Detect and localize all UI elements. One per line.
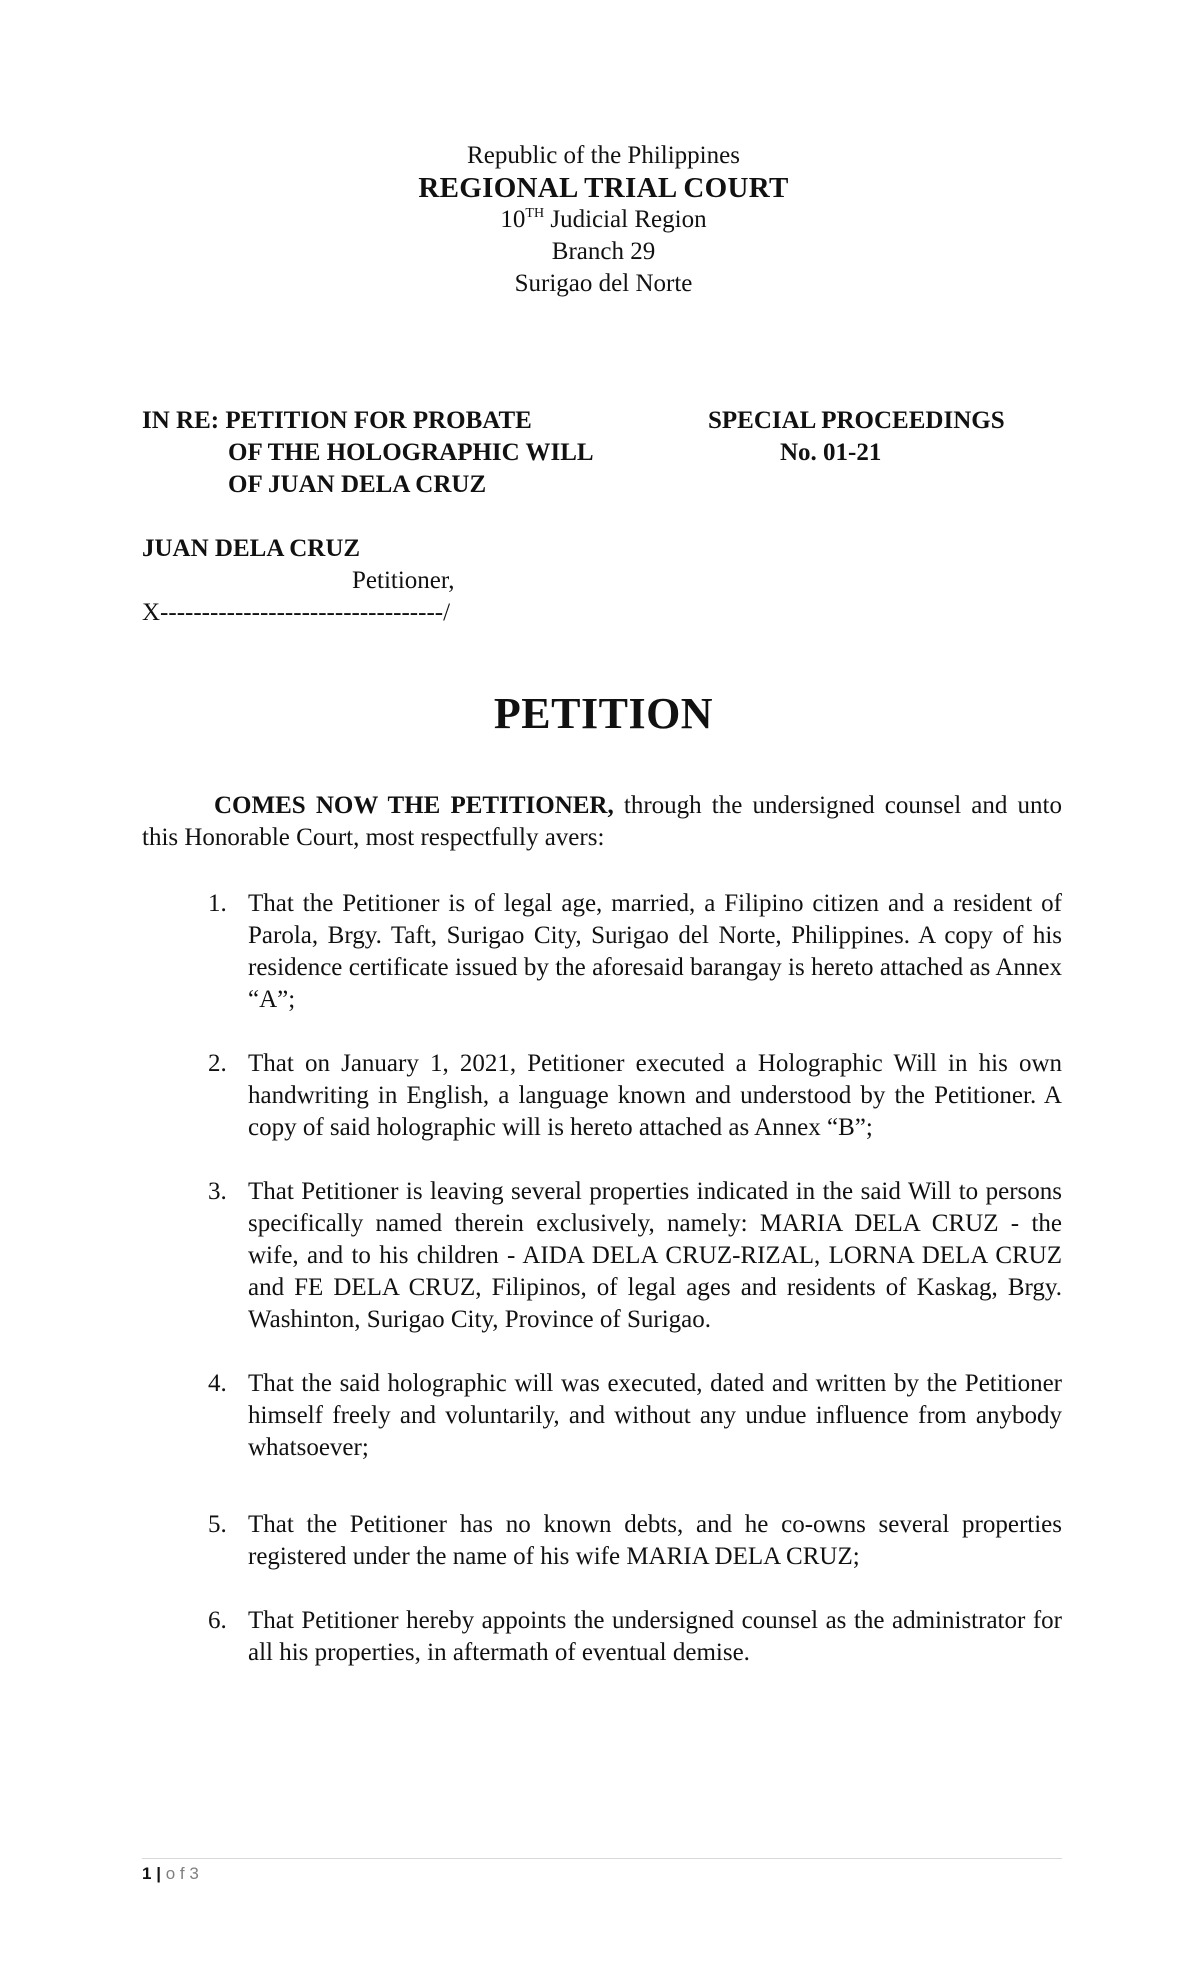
list-item bbox=[142, 1368, 1062, 1464]
republic-line: Republic of the Philippines bbox=[467, 142, 740, 169]
item-text: That Petitioner is leaving several properties indicated in the said Will to persons specifically named therein exclusively, namely: MARIA DELA CRUZ - the wife, and to his children - AIDA DELA CRUZ-RIZAL, LORNA DELA CRUZ and FE DELA CRUZ, Filipinos, of legal ages and residents of Kaskag, Brgy. Washinton, Surigao City, Province of Surigao. bbox=[248, 1178, 1062, 1333]
caption-line-2: OF THE HOLOGRAPHIC WILL bbox=[228, 439, 594, 466]
branch-line: Branch 29 bbox=[551, 238, 656, 265]
caption-line-3: OF JUAN DELA CRUZ bbox=[228, 471, 487, 498]
case-number: No. 01-21 bbox=[780, 439, 882, 466]
item-text: That the said holographic will was executed, dated and written by the Petitioner himself freely and voluntarily, and without any undue influence from anybody whatsoever; bbox=[248, 1370, 1062, 1461]
item-text: That the Petitioner has no known debts, and he co-owns several properties registered under the name of his wife MARIA DELA CRUZ; bbox=[248, 1511, 1062, 1570]
document-title: PETITION bbox=[493, 689, 714, 738]
petitioner-name: JUAN DELA CRUZ bbox=[142, 535, 361, 562]
intro-rest: through the undersigned counsel and unto this Honorable Court, most respectfully avers: bbox=[142, 792, 1062, 851]
petitioner-role: Petitioner, bbox=[352, 567, 455, 594]
item-number: 2. bbox=[208, 1050, 227, 1077]
item-number: 6. bbox=[208, 1607, 227, 1634]
court-name: REGIONAL TRIAL COURT bbox=[418, 172, 789, 204]
item-number: 4. bbox=[208, 1370, 227, 1397]
item-text: That the Petitioner is of legal age, married, a Filipino citizen and a resident of Parola, Brgy. Taft, Surigao City, Surigao del Norte, Philippines. A copy of his residence certificate issued by the aforesaid barangay is hereto attached as Annex “A”; bbox=[248, 890, 1062, 1013]
page-footer bbox=[142, 1864, 199, 1884]
allegations-list bbox=[142, 888, 1062, 1669]
region-ordinal: TH bbox=[525, 206, 545, 221]
item-number: 3. bbox=[208, 1178, 227, 1205]
judicial-region bbox=[0, 204, 1200, 236]
page-number: 1 bbox=[142, 1864, 152, 1883]
list-item bbox=[142, 888, 1062, 1016]
item-number: 5. bbox=[208, 1511, 227, 1538]
item-text: That on January 1, 2021, Petitioner executed a Holographic Will in his own handwriting in English, a language known and understood by the Petitioner. A copy of said holographic will is hereto attached as Annex “B”; bbox=[248, 1050, 1062, 1141]
intro-lead: COMES NOW THE PETITIONER, bbox=[214, 792, 614, 819]
page-total: o f 3 bbox=[165, 1864, 199, 1883]
list-item bbox=[142, 1605, 1062, 1669]
intro-paragraph bbox=[142, 790, 1062, 854]
party-block bbox=[142, 533, 454, 629]
case-number-block bbox=[708, 405, 1005, 469]
court-header bbox=[0, 140, 1200, 300]
item-number: 1. bbox=[208, 890, 227, 917]
footer-divider bbox=[142, 1858, 1062, 1859]
item-text: That Petitioner hereby appoints the undersigned counsel as the administrator for all his properties, in aftermath of eventual demise. bbox=[248, 1607, 1062, 1666]
special-proceedings: SPECIAL PROCEEDINGS bbox=[708, 407, 1005, 434]
region-number: 10 bbox=[500, 206, 526, 233]
list-item bbox=[142, 1176, 1062, 1336]
case-caption bbox=[142, 405, 594, 501]
province-line: Surigao del Norte bbox=[514, 270, 693, 297]
list-item bbox=[142, 1509, 1062, 1573]
caption-separator: X----------------------------------/ bbox=[142, 599, 451, 626]
page-separator: | bbox=[156, 1864, 161, 1883]
region-label: Judicial Region bbox=[544, 206, 707, 233]
list-item bbox=[142, 1048, 1062, 1144]
caption-line-1: IN RE: PETITION FOR PROBATE bbox=[142, 407, 532, 434]
